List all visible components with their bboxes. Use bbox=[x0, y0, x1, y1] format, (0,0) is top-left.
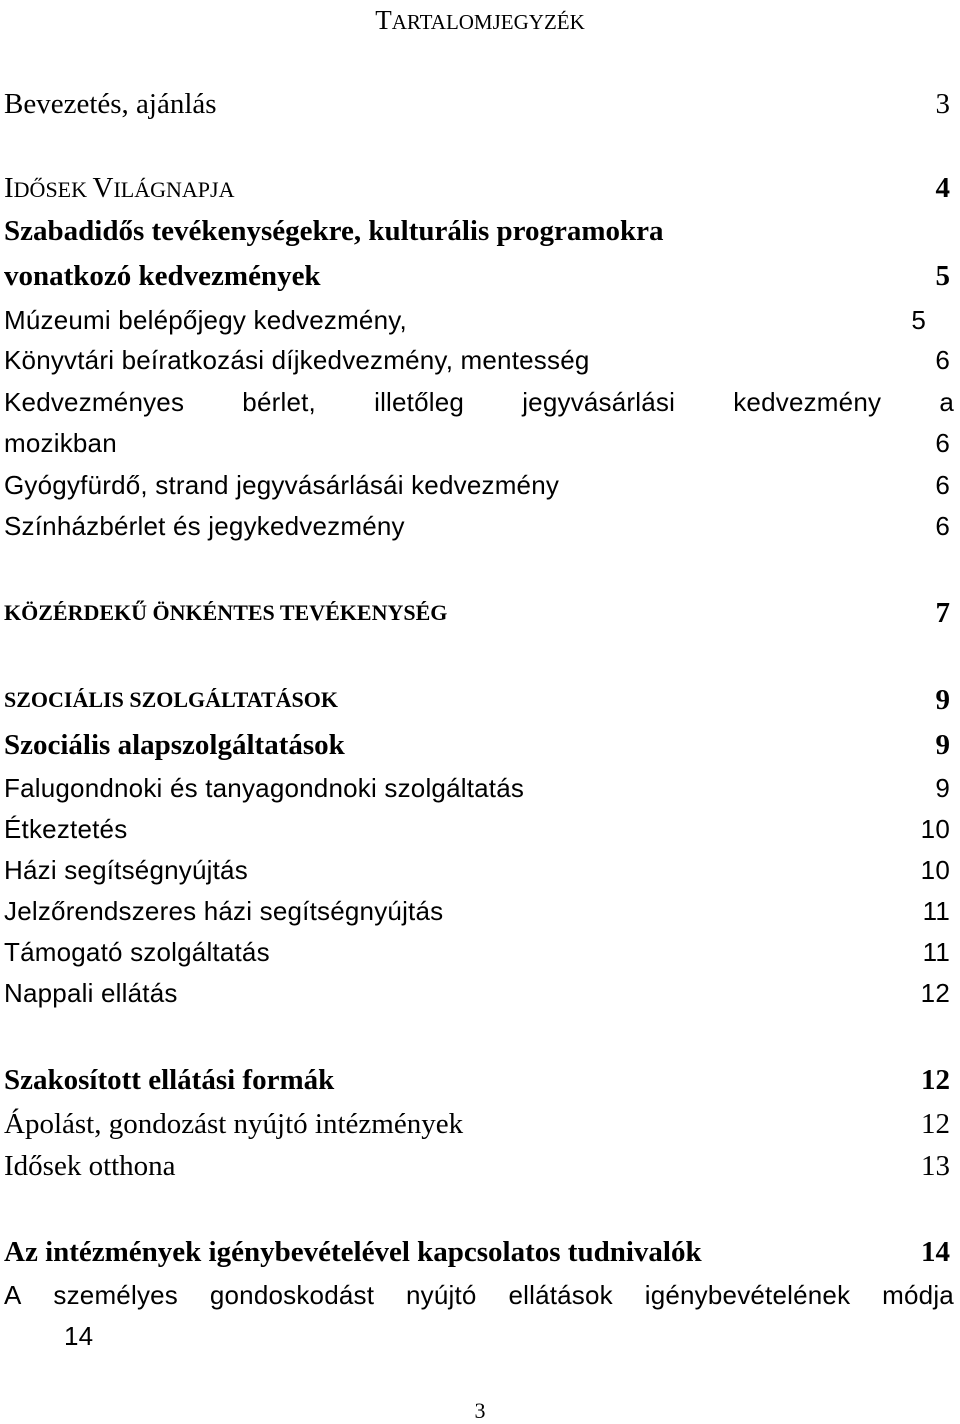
toc-entry[interactable] bbox=[4, 854, 950, 886]
word: nyújtó bbox=[406, 1280, 477, 1310]
toc-entry[interactable] bbox=[4, 1106, 950, 1142]
toc-title-rest: ARTALOMJEGYZÉK bbox=[391, 10, 585, 34]
word: ellátások bbox=[508, 1280, 613, 1310]
toc-entry[interactable] bbox=[4, 427, 950, 459]
toc-entry-page: 9 bbox=[935, 773, 950, 803]
toc-entry-page: 6 bbox=[935, 428, 950, 458]
toc-entry-page: 3 bbox=[935, 88, 950, 120]
toc-entry-text: vonatkozó kedvezmények bbox=[4, 260, 321, 292]
toc-entry-page: 6 bbox=[935, 511, 950, 541]
page-number: 3 bbox=[474, 1398, 486, 1423]
toc-entry-text: Jelzőrendszeres házi segítségnyújtás bbox=[4, 896, 444, 926]
toc-entry-page: 5 bbox=[911, 305, 926, 335]
toc-entry[interactable] bbox=[4, 813, 950, 845]
toc-entry[interactable] bbox=[4, 469, 950, 501]
toc-entry[interactable] bbox=[4, 304, 950, 336]
toc-entry-justified[interactable] bbox=[4, 1279, 954, 1311]
word: A bbox=[4, 1280, 22, 1310]
toc-entry-page: 14 bbox=[64, 1321, 94, 1351]
word: gondoskodást bbox=[209, 1280, 375, 1310]
toc-entry-page: 5 bbox=[935, 260, 950, 292]
toc-entry-page: 11 bbox=[922, 937, 950, 967]
toc-entry-page: 10 bbox=[920, 814, 950, 844]
toc-entry-text: Idősek otthona bbox=[4, 1150, 176, 1182]
toc-entry-page: 9 bbox=[935, 729, 950, 761]
toc-entry-text: KÖZÉRDEKŰ ÖNKÉNTES TEVÉKENYSÉG bbox=[4, 600, 448, 625]
toc-entry[interactable] bbox=[4, 772, 950, 804]
heading-letter-2: V bbox=[92, 172, 114, 204]
toc-entry-page: 9 bbox=[935, 684, 950, 716]
toc-entry-justified[interactable] bbox=[4, 386, 954, 418]
toc-entry[interactable] bbox=[4, 936, 950, 968]
toc-entry-text: Gyógyfürdő, strand jegyvásárlásái kedvezmény bbox=[4, 470, 560, 500]
toc-entry-page: 11 bbox=[922, 896, 950, 926]
toc-entry[interactable] bbox=[4, 86, 950, 122]
toc-entry-text: Szabadidős tevékenységekre, kulturális programokra bbox=[4, 215, 664, 247]
toc-entry-text: mozikban bbox=[4, 428, 117, 458]
toc-entry-page: 14 bbox=[921, 1236, 950, 1268]
toc-entry[interactable] bbox=[4, 895, 950, 927]
toc-entry-text: Házi segítségnyújtás bbox=[4, 855, 248, 885]
toc-entry-text: Szociális alapszolgáltatások bbox=[4, 729, 345, 761]
toc-title-first: T bbox=[375, 5, 392, 35]
heading-part-2: ILÁGNAPJA bbox=[113, 177, 235, 202]
toc-subsection[interactable] bbox=[4, 213, 950, 249]
toc-entry-text: Falugondnoki és tanyagondnoki szolgáltatás bbox=[4, 773, 525, 803]
toc-entry-page: 12 bbox=[920, 978, 950, 1008]
heading-part: DŐSEK bbox=[13, 177, 93, 202]
toc-subsection[interactable] bbox=[4, 258, 950, 294]
toc-section-heading[interactable] bbox=[4, 682, 950, 718]
heading-letter: I bbox=[4, 172, 14, 204]
word: Kedvezményes bbox=[4, 387, 185, 417]
toc-entry-page: 7 bbox=[935, 597, 950, 629]
word: bérlet, bbox=[242, 387, 316, 417]
toc-entry-text: Az intézmények igénybevételével kapcsolatos tudnivalók bbox=[4, 1236, 702, 1268]
toc-section-heading[interactable] bbox=[4, 595, 950, 631]
toc-section-heading[interactable] bbox=[4, 170, 950, 208]
toc-entry-page: 10 bbox=[920, 855, 950, 885]
word: a bbox=[939, 387, 954, 417]
toc-subsection[interactable] bbox=[4, 1234, 950, 1270]
toc-entry-text: Múzeumi belépőjegy kedvezmény, bbox=[4, 305, 407, 335]
toc-entry[interactable] bbox=[4, 344, 950, 376]
word: jegyvásárlási bbox=[522, 387, 676, 417]
toc-entry-text: Szakosított ellátási formák bbox=[4, 1064, 335, 1096]
toc-entry-text: Étkeztetés bbox=[4, 814, 128, 844]
word: kedvezmény bbox=[733, 387, 882, 417]
toc-entry-page: 12 bbox=[921, 1064, 950, 1096]
toc-entry[interactable] bbox=[4, 1148, 950, 1184]
toc-entry-page: 13 bbox=[921, 1150, 950, 1182]
word: személyes bbox=[53, 1280, 179, 1310]
toc-entry-page: 6 bbox=[935, 345, 950, 375]
toc-entry-page: 12 bbox=[921, 1108, 950, 1140]
toc-entry-text: Színházbérlet és jegykedvezmény bbox=[4, 511, 405, 541]
toc-entry-page: 6 bbox=[935, 470, 950, 500]
toc-entry[interactable] bbox=[4, 977, 950, 1009]
toc-entry-page-continued bbox=[64, 1320, 264, 1352]
toc-entry-text: SZOCIÁLIS SZOLGÁLTATÁSOK bbox=[4, 687, 338, 712]
toc-subsection[interactable] bbox=[4, 1062, 950, 1098]
toc-entry-text: Bevezetés, ajánlás bbox=[4, 88, 217, 120]
toc-entry-text: Támogató szolgáltatás bbox=[4, 937, 270, 967]
toc-entry-page: 4 bbox=[935, 172, 950, 204]
toc-entry-text: Könyvtári beíratkozási díjkedvezmény, mentesség bbox=[4, 345, 590, 375]
toc-entry-text: Ápolást, gondozást nyújtó intézmények bbox=[4, 1108, 464, 1140]
word: módja bbox=[882, 1280, 954, 1310]
toc-title bbox=[0, 4, 960, 38]
word: illetőleg bbox=[374, 387, 465, 417]
toc-entry[interactable] bbox=[4, 510, 950, 542]
word: igénybevételének bbox=[644, 1280, 851, 1310]
toc-subsection[interactable] bbox=[4, 727, 950, 763]
toc-entry-text: Nappali ellátás bbox=[4, 978, 178, 1008]
